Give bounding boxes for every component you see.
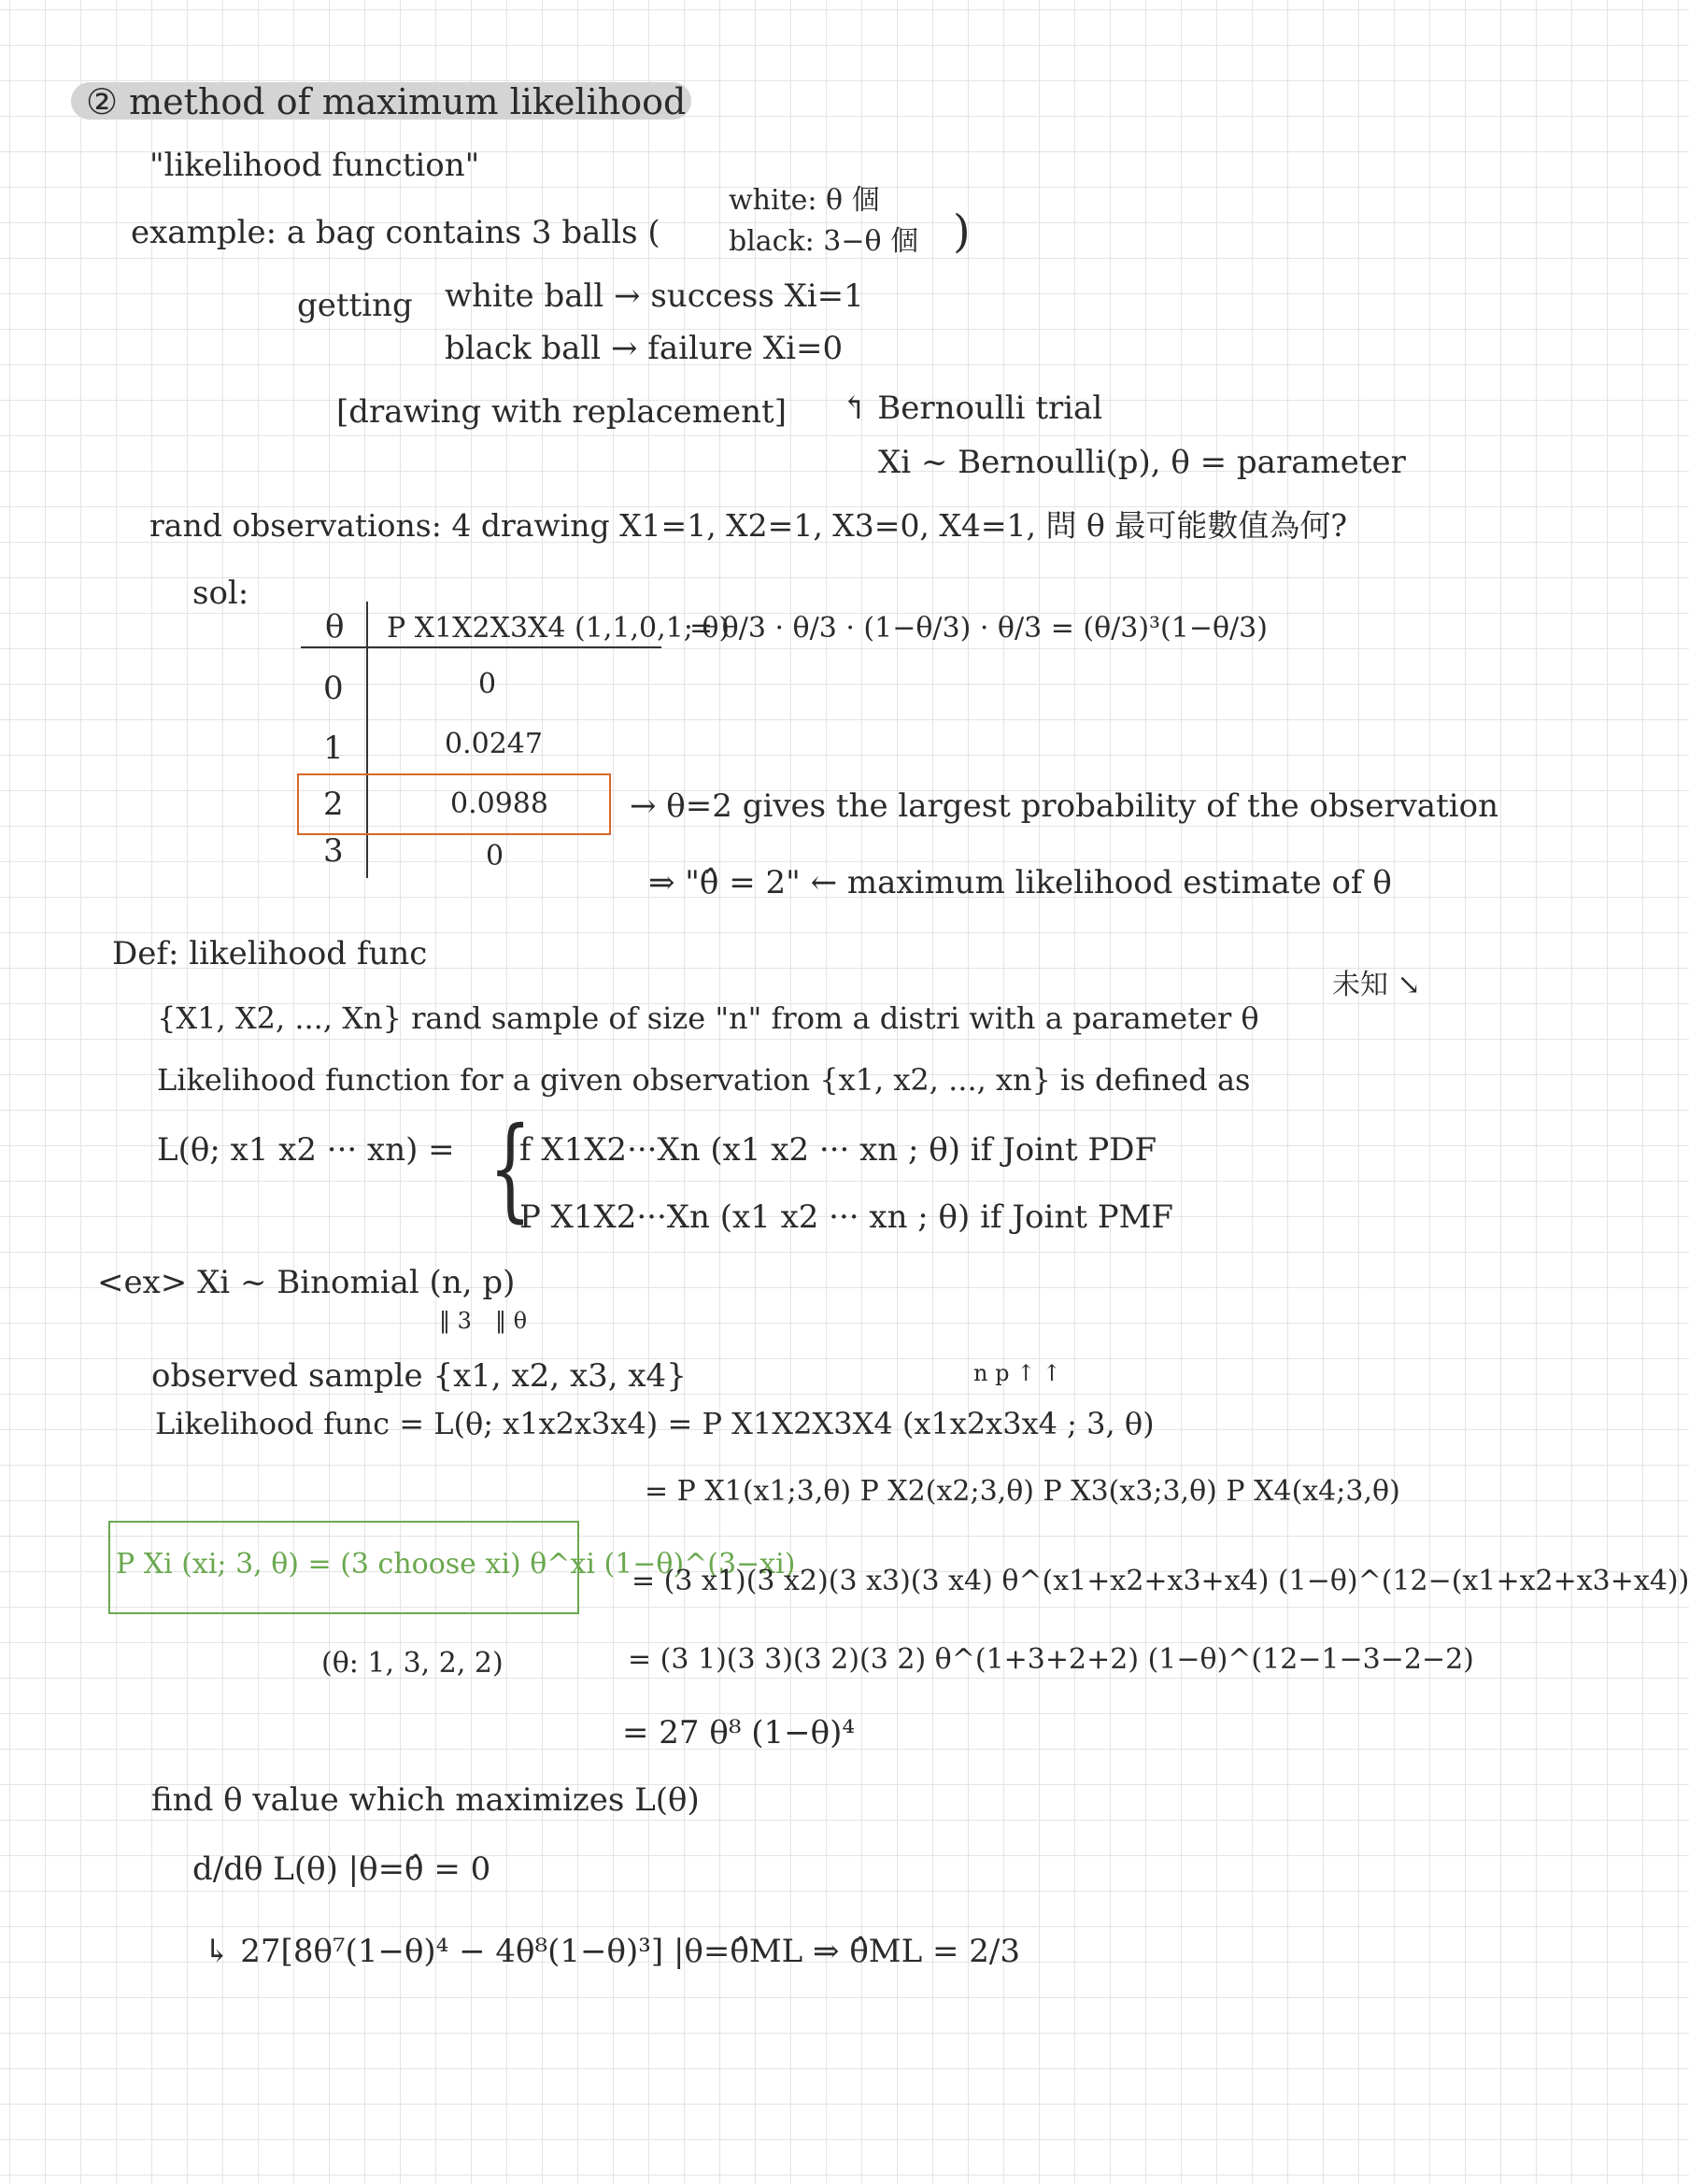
likelihood-step4: = 27 θ⁸ (1−θ)⁴	[622, 1714, 856, 1751]
heading: ② method of maximum likelihood	[86, 81, 687, 122]
table-row-p: 0.0247	[445, 728, 543, 760]
table-row-theta: 2	[323, 786, 344, 823]
likelihood-step1: = P X1(x1;3,θ) P X2(x2;3,θ) P X3(x3;3,θ) P X4(x4;3,θ)	[645, 1475, 1400, 1508]
definition-title: Def: likelihood func	[112, 935, 428, 972]
white-count: white: θ 個	[729, 184, 880, 217]
maximize-find: find θ value which maximizes L(θ)	[151, 1781, 700, 1819]
cases-brace: {	[489, 1104, 532, 1234]
case-pdf: f X1X2···Xn (x1 x2 ··· xn ; θ) if Joint PDF	[519, 1131, 1157, 1169]
case-pmf: P X1X2···Xn (x1 x2 ··· xn ; θ) if Joint PMF	[519, 1198, 1173, 1236]
subheading: "likelihood function"	[149, 147, 480, 184]
table-note-largest: → θ=2 gives the largest probability of the observation	[630, 787, 1498, 825]
table-note-estimate: ⇒ "θ̂ = 2" ← maximum likelihood estimate of θ	[648, 864, 1392, 901]
bernoulli-trial: ↰ Bernoulli trial	[841, 390, 1103, 427]
observed-sample: observed sample {x1, x2, x3, x4}	[151, 1357, 687, 1395]
observed-values: (θ: 1, 3, 2, 2)	[321, 1647, 504, 1680]
likelihood-func: Likelihood func = L(θ; x1x2x3x4) = P X1X2X3X4 (x1x2x3x4 ; 3, θ)	[155, 1406, 1155, 1441]
example-lead: example: a bag contains 3 balls (	[131, 214, 660, 251]
observations-line: rand observations: 4 drawing X1=1, X2=1, X3=0, X4=1, 問 θ 最可能數值為何?	[149, 507, 1348, 544]
table-header-theta: θ	[325, 608, 345, 645]
white-ball-line: white ball → success Xi=1	[445, 277, 864, 315]
black-ball-line: black ball → failure Xi=0	[445, 330, 844, 367]
table-vertical-rule	[366, 602, 368, 878]
maximize-result: ↳ 27[8θ⁷(1−θ)⁴ − 4θ⁸(1−θ)³] |θ=θ̂ML ⇒ θ̂ML = 2/3	[204, 1933, 1021, 1970]
table-row-p: 0.0988	[450, 787, 548, 820]
definition-line2: Likelihood function for a given observation {x1, x2, ..., xn} is defined as	[157, 1062, 1251, 1098]
likelihood-step3: = (3 1)(3 3)(3 2)(3 2) θ^(1+3+2+2) (1−θ)^(12−1−3−2−2)	[628, 1643, 1474, 1676]
table-formula: = θ/3 · θ/3 · (1−θ/3) · θ/3 = (θ/3)³(1−θ/3)	[689, 612, 1268, 645]
likelihood-step2: = (3 x1)(3 x2)(3 x3)(3 x4) θ^(x1+x2+x3+x4) (1−θ)^(12−(x1+x2+x3+x4))	[632, 1565, 1689, 1597]
table-header-p: P X1X2X3X4 (1,1,0,1; θ)	[387, 612, 731, 645]
black-count: black: 3−θ 個	[729, 225, 919, 258]
n-p-markers: n p ↑ ↑	[973, 1360, 1061, 1386]
table-row-theta: 1	[323, 730, 344, 767]
bernoulli-dist: Xi ~ Bernoulli(p), θ = parameter	[878, 444, 1406, 481]
table-row-theta: 0	[323, 670, 344, 707]
example-close: )	[953, 206, 971, 258]
table-row-p: 0	[478, 668, 497, 701]
binomial-p-value: ‖ θ	[495, 1308, 528, 1334]
table-horizontal-rule	[301, 646, 661, 648]
table-row-p: 0	[486, 840, 504, 872]
sol-label: sol:	[192, 574, 249, 612]
maximize-derivative: d/dθ L(θ) |θ=θ̂ = 0	[192, 1851, 491, 1888]
replacement-note: [drawing with replacement]	[336, 393, 787, 431]
definition-line1: {X1, X2, ..., Xn} rand sample of size "n" from a distri with a parameter θ	[157, 1000, 1259, 1036]
example2-title: <ex> Xi ~ Binomial (n, p)	[97, 1264, 516, 1301]
binomial-n-value: ‖ 3	[439, 1308, 472, 1334]
table-row-theta: 3	[323, 832, 344, 870]
getting-label: getting	[297, 287, 413, 324]
binomial-pmf: P Xi (xi; 3, θ) = (3 choose xi) θ^xi (1−θ)^(3−xi)	[116, 1548, 796, 1581]
unknown-annotation: 未知 ↘	[1332, 969, 1421, 1001]
likelihood-lhs: L(θ; x1 x2 ··· xn) =	[157, 1131, 455, 1169]
